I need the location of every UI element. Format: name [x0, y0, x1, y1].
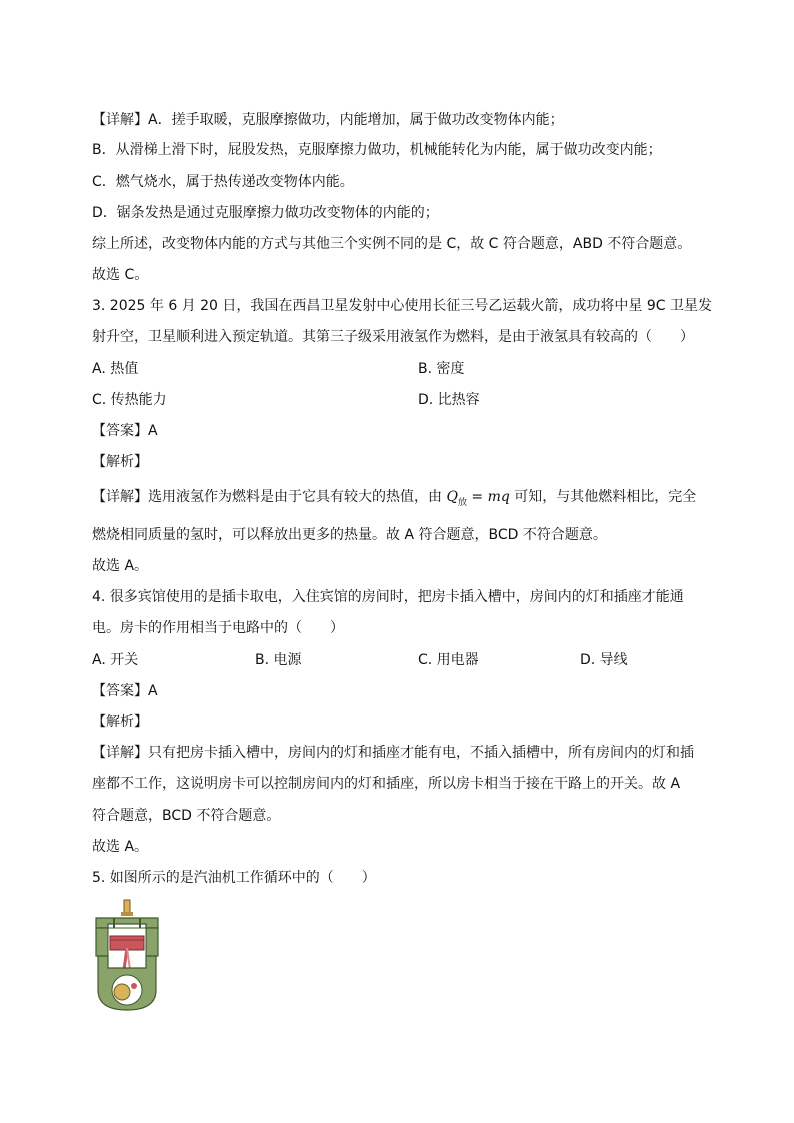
- q3-analysis-heading: 【解析】: [92, 454, 148, 470]
- heat-formula: [442, 489, 514, 508]
- q4-detail-line-2: 座都不工作，这说明房卡可以控制房间内的灯和插座，所以房卡相当于接在干路上的开关。故 A: [92, 776, 681, 792]
- q4-choice: 故选 A。: [92, 839, 149, 855]
- q3-choice: 故选 A。: [92, 558, 149, 574]
- q2-detail-line-1: 【详解】A．搓手取暖，克服摩擦做功，内能增加，属于做功改变物体内能；: [92, 112, 564, 128]
- q4-detail-line-3: 符合题意，BCD 不符合题意。: [92, 808, 281, 824]
- q2-detail-line-3: C．燃气烧水，属于热传递改变物体内能。: [92, 174, 354, 190]
- q3-stem-line-1: 3. 2025 年 6 月 20 日，我国在西昌卫星发射中心使用长征三号乙运载火箭，成功将中星 9C 卫星发: [92, 298, 712, 314]
- q3-detail-line-1: [92, 487, 696, 513]
- piston: [110, 936, 144, 950]
- q3-option-b: B. 密度: [418, 361, 465, 377]
- q3-detail-post: 可知，与其他燃料相比，完全: [514, 489, 697, 505]
- q4-option-a: A. 开关: [92, 652, 139, 668]
- q2-summary: 综上所述，改变物体内能的方式与其他三个实例不同的是 C，故 C 符合题意，ABD 不符合题意。: [92, 236, 692, 252]
- q4-answer: 【答案】A: [92, 683, 158, 699]
- formula-q: Q: [446, 489, 458, 505]
- q3-answer: 【答案】A: [92, 423, 158, 439]
- formula-subscript: 放: [457, 497, 467, 508]
- q3-detail-line-2: 燃烧相同质量的氢时，可以释放出更多的热量。故 A 符合题意，BCD 不符合题意。: [92, 527, 607, 543]
- q3-option-a: A. 热值: [92, 361, 139, 377]
- q2-choice: 故选 C。: [92, 267, 149, 283]
- q4-option-b: B. 电源: [255, 652, 302, 668]
- q3-detail-pre: 【详解】选用液氢作为燃料是由于它具有较大的热值，由: [92, 489, 442, 505]
- q4-stem-line-2: 电。房卡的作用相当于电路中的（ ）: [92, 620, 344, 636]
- spark-plug: [121, 900, 133, 916]
- q4-option-d: D. 导线: [580, 652, 628, 668]
- q4-stem-line-1: 4. 很多宾馆使用的是插卡取电，入住宾馆的房间时，把房卡插入槽中，房间内的灯和插座才能通: [92, 589, 684, 605]
- q3-option-c: C. 传热能力: [92, 392, 167, 408]
- q2-detail-line-4: D．锯条发热是通过克服摩擦力做功改变物体的内能的；: [92, 205, 439, 221]
- formula-rest: = mq: [466, 489, 510, 505]
- q3-option-d: D. 比热容: [418, 392, 480, 408]
- q4-option-c: C. 用电器: [418, 652, 479, 668]
- q3-stem-line-2: 射升空，卫星顺利进入预定轨道。其第三子级采用液氢作为燃料，是由于液氢具有较高的（ ）: [92, 329, 694, 345]
- q5-stem: 5. 如图所示的是汽油机工作循环中的（ ）: [92, 870, 376, 886]
- q4-detail-line-1: 【详解】只有把房卡插入槽中，房间内的灯和插座才能有电，不插入插槽中，所有房间内的灯和插: [92, 745, 694, 761]
- q4-analysis-heading: 【解析】: [92, 714, 148, 730]
- q2-detail-line-2: B．从滑梯上滑下时，屁股发热，克服摩擦力做功，机械能转化为内能，属于做功改变内能；: [92, 142, 662, 158]
- gasoline-engine-figure: [92, 898, 162, 1014]
